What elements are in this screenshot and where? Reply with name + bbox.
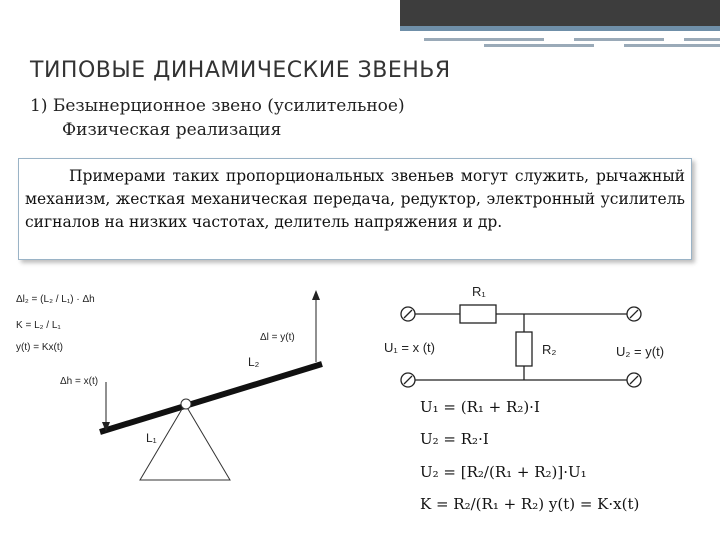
lever-formula-1: Δl₂ = (L₂ / L₁) · Δh bbox=[16, 294, 95, 305]
label-R2: R₂ bbox=[542, 342, 557, 357]
output-arrow-head bbox=[312, 290, 320, 300]
section-subheading: Физическая реализация bbox=[62, 120, 282, 140]
slide-title: ТИПОВЫЕ ДИНАМИЧЕСКИЕ ЗВЕНЬЯ bbox=[30, 58, 451, 83]
section-heading: 1) Безынерционное звено (усилительное) bbox=[30, 96, 405, 116]
label-L1: L₁ bbox=[146, 431, 157, 445]
label-U2: U₂ = y(t) bbox=[616, 344, 665, 359]
equation-2: U₂ = R₂·I bbox=[420, 430, 489, 448]
resistor-R1 bbox=[460, 305, 496, 323]
equation-1: U₁ = (R₁ + R₂)·I bbox=[420, 398, 540, 416]
equation-4: K = R₂/(R₁ + R₂) y(t) = K·x(t) bbox=[420, 495, 640, 513]
label-delta-h: Δh = x(t) bbox=[60, 376, 99, 387]
lever-arm bbox=[100, 364, 322, 432]
label-L2: L₂ bbox=[248, 355, 260, 369]
examples-text: Примерами таких пропорциональных звеньев могут служить, рычажный механизм, жесткая механическая передача, редуктор, электронный усилитель сигналов на низких частотах, делитель напряжения и др. bbox=[25, 167, 685, 231]
lever-formula-2: K = L₂ / L₁ bbox=[16, 320, 61, 331]
lever-diagram bbox=[16, 290, 322, 480]
label-U1: U₁ = x (t) bbox=[384, 340, 435, 355]
label-R1: R₁ bbox=[472, 284, 486, 299]
pivot-point bbox=[181, 399, 191, 409]
label-delta-l: Δl = y(t) bbox=[260, 332, 295, 343]
lever-formula-3: y(t) = Kx(t) bbox=[16, 342, 63, 353]
divider-circuit bbox=[401, 305, 641, 387]
resistor-R2 bbox=[516, 332, 532, 366]
equation-3: U₂ = [R₂/(R₁ + R₂)]·U₁ bbox=[420, 463, 587, 481]
